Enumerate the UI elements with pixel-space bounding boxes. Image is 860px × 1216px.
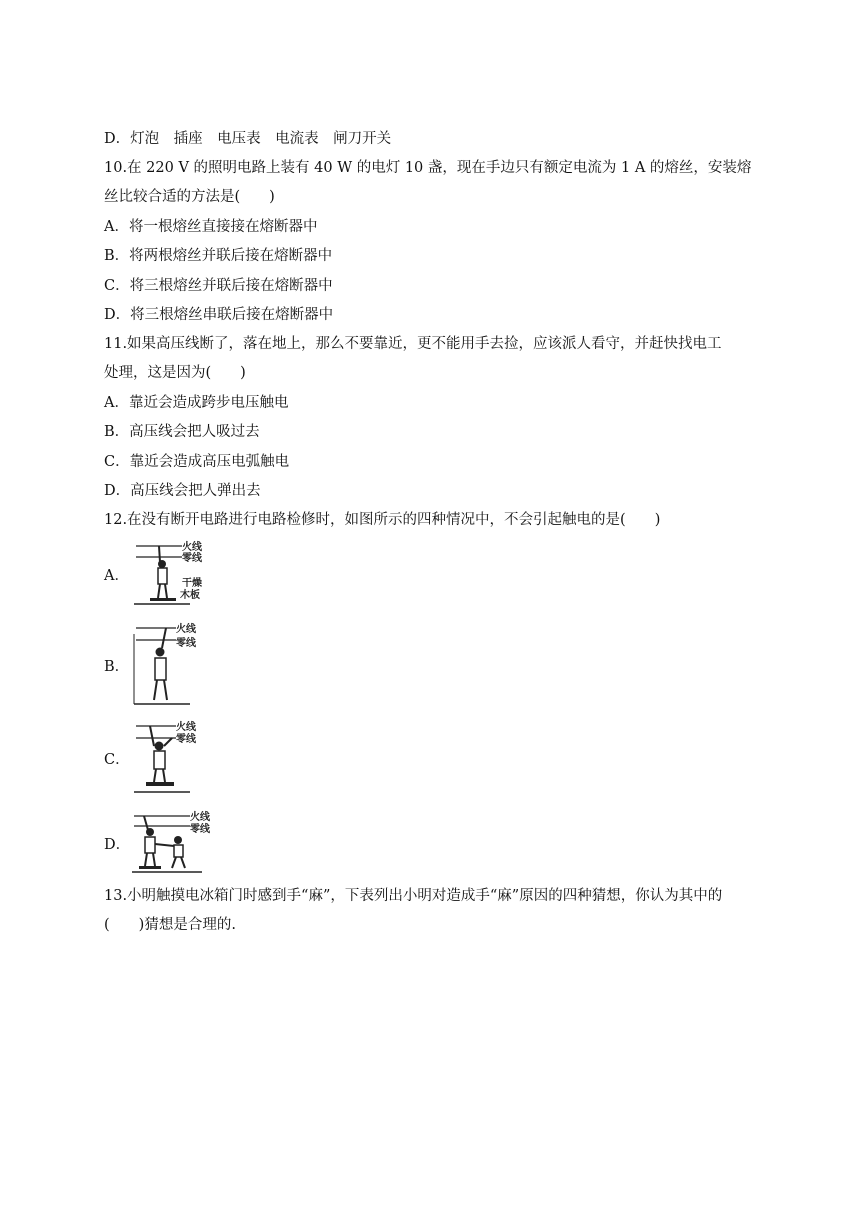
q12-option-d — [104, 810, 216, 876]
q12-figure-c — [130, 720, 210, 796]
q12-option-a-label: A． — [104, 567, 129, 584]
neutral-wire-text-d: 零线 — [190, 824, 210, 835]
q12-figure-a — [130, 540, 210, 608]
q12-option-c — [104, 720, 210, 796]
fire-wire-text-d: 火线 — [190, 812, 210, 823]
q12-option-b — [104, 620, 210, 710]
q11-option-a: A．靠近会造成跨步电压触电 — [104, 394, 289, 411]
neutral-wire-text-a: 零线 — [182, 553, 202, 564]
q11-stem-line2: 处理，这是因为( ) — [104, 365, 246, 382]
neutral-wire-text-c: 零线 — [176, 734, 196, 745]
q10-stem-line2: 丝比较合适的方法是( ) — [104, 189, 275, 206]
q12-figure-b — [130, 620, 210, 710]
q12-option-a — [104, 540, 210, 608]
question-13 — [104, 882, 722, 941]
fire-wire-text-b: 火线 — [176, 624, 196, 635]
q12-figure-d — [130, 810, 216, 876]
dry-board-text-1: 干燥 — [182, 578, 202, 589]
q10-option-a: A．将一根熔丝直接接在熔断器中 — [104, 218, 318, 235]
q11-stem-line1: 11.如果高压线断了，落在地上，那么不要靠近，更不能用手去捡，应该派人看守，并赶快找电工 — [104, 336, 722, 352]
question-10 — [104, 154, 751, 330]
q12-option-d-label: D． — [104, 836, 131, 853]
dry-board-text-2: 木板 — [180, 590, 200, 601]
q9-option-d: D．灯泡 插座 电压表 电流表 闸刀开关 — [104, 131, 392, 147]
q11-option-d: D．高压线会把人弹出去 — [104, 483, 261, 500]
q10-stem-line1: 10.在 220 V 的照明电路上装有 40 W 的电灯 10 盏，现在手边只有额定电流为 1 A 的熔丝，安装熔 — [104, 160, 752, 176]
q11-option-c: C．靠近会造成高压电弧触电 — [104, 453, 290, 470]
q11-option-b: B．高压线会把人吸过去 — [104, 424, 260, 441]
q10-option-b: B．将两根熔丝并联后接在熔断器中 — [104, 248, 333, 265]
q12-stem: 12.在没有断开电路进行电路检修时，如图所示的四种情况中，不会引起触电的是( ) — [104, 512, 661, 528]
fire-wire-text-a: 火线 — [182, 542, 202, 553]
q10-option-d: D．将三根熔丝串联后接在熔断器中 — [104, 307, 334, 324]
q12-option-b-label: B． — [104, 658, 130, 675]
q13-stem-line1: 13.小明触摸电冰箱门时感到手“麻”，下表列出小明对造成手“麻”原因的四种猜想，你认为其中的 — [104, 888, 723, 904]
q12-option-c-label: C． — [104, 751, 130, 768]
q10-option-c: C．将三根熔丝并联后接在熔断器中 — [104, 277, 333, 294]
fire-wire-text-c: 火线 — [176, 722, 196, 733]
neutral-wire-text-b: 零线 — [176, 638, 196, 649]
question-11 — [104, 330, 722, 506]
question-12 — [104, 506, 660, 535]
q13-stem-line2: ( )猜想是合理的. — [104, 917, 236, 934]
